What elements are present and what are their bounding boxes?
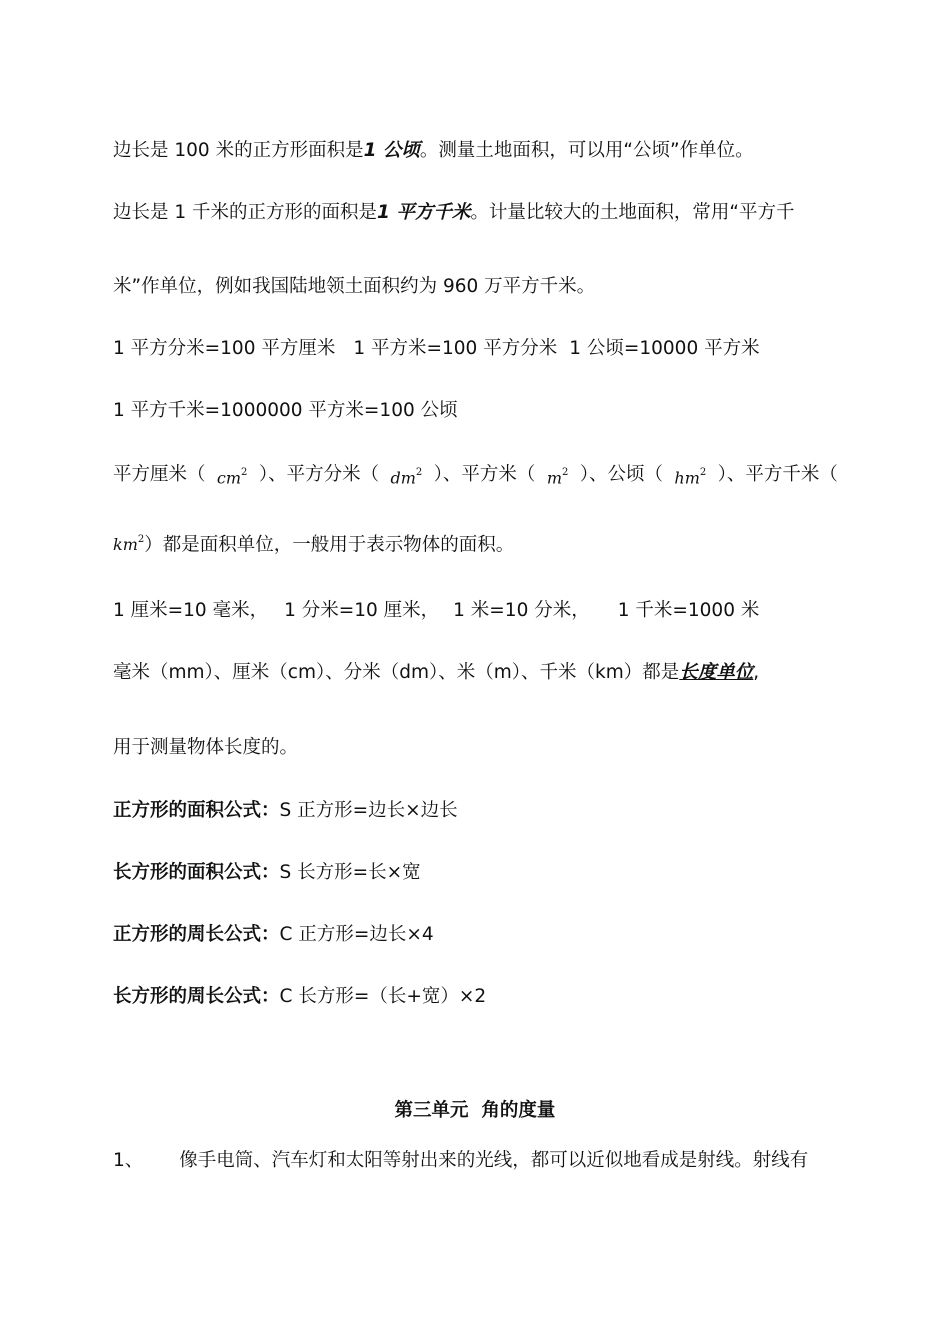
- text: 边长是 1 千米的正方形的面积是: [113, 202, 378, 223]
- text: 。计量比较大的土地面积，常用“平方千: [470, 202, 795, 223]
- text: 1 分米=10 厘米，: [284, 600, 440, 621]
- paragraph-square-km: [113, 200, 794, 226]
- list-text: 像手电筒、汽车灯和太阳等射出来的光线，都可以近似地看成是射线。射线有: [179, 1150, 809, 1171]
- text: 毫米（mm）、厘米（cm）、分米（dm）、米（m）、千米（km）都是: [113, 662, 680, 683]
- formula-text: C 长方形=（长+宽）×2: [279, 986, 487, 1007]
- paragraph-length-units-cont: 用于测量物体长度的。: [113, 737, 299, 758]
- text: 1 米=10 分米，: [453, 600, 590, 621]
- formula-rectangle-area: [113, 860, 421, 886]
- formula-rectangle-perimeter: [113, 984, 486, 1010]
- emphasis-length-unit: 长度单位: [679, 662, 754, 683]
- paragraph-area-units: [113, 462, 838, 491]
- text: 平方厘米（: [113, 464, 206, 485]
- text: 。测量土地面积，可以用“公顷”作单位。: [419, 140, 754, 161]
- text: 1 厘米=10 毫米，: [113, 600, 269, 621]
- paragraph-hectare: [113, 138, 754, 164]
- section-title: 第三单元 角的度量: [394, 1100, 556, 1121]
- formula-text: C 正方形=边长×4: [279, 924, 434, 945]
- unit-km2: $km^2$: [113, 534, 145, 555]
- text: 1 平方分米=100 平方厘米: [113, 338, 336, 359]
- paragraph-length-conversions: [113, 598, 759, 624]
- text: 边长是 100 米的正方形面积是: [113, 140, 364, 161]
- unit-cm2: $cm^2$: [216, 467, 248, 488]
- text: 1 公顷=10000 平方米: [569, 338, 760, 359]
- text: 1 平方米=100 平方分米: [353, 338, 558, 359]
- unit-m2: $m^2$: [546, 467, 569, 488]
- formula-text: S 长方形=长×宽: [279, 862, 421, 883]
- emphasis-hectare: 1 公顷: [363, 140, 420, 161]
- formula-text: S 正方形=边长×边长: [279, 800, 458, 821]
- text: ）、平方分米（: [258, 464, 380, 485]
- text: ）、平方千米（: [717, 464, 838, 485]
- text: ）都是面积单位，一般用于表示物体的面积。: [144, 534, 515, 556]
- formula-square-area: [113, 798, 458, 824]
- list-number: 1、: [113, 1150, 144, 1171]
- formula-square-perimeter: [113, 922, 434, 948]
- paragraph-conversions-2: 1 平方千米=1000000 平方米=100 公顷: [113, 400, 458, 421]
- emphasis-square-km: 1 平方千米: [377, 202, 471, 223]
- formula-label: 正方形的面积公式：: [113, 800, 280, 821]
- text: ,: [753, 662, 760, 683]
- formula-label: 长方形的周长公式：: [113, 986, 280, 1007]
- formula-label: 正方形的周长公式：: [113, 924, 280, 945]
- text: ）、平方米（: [433, 464, 536, 485]
- formula-label: 长方形的面积公式：: [113, 862, 280, 883]
- paragraph-conversions-1: [113, 336, 760, 362]
- unit-hm2: $hm^2$: [674, 467, 707, 488]
- text: ）、公顷（: [579, 464, 664, 485]
- unit-dm2: $dm^2$: [390, 467, 423, 488]
- paragraph-square-km-cont: 米”作单位，例如我国陆地领土面积约为 960 万平方千米。: [113, 276, 596, 297]
- paragraph-length-units: [113, 660, 759, 686]
- text: 1 千米=1000 米: [617, 600, 760, 621]
- list-item-1: [113, 1148, 808, 1174]
- paragraph-area-units-cont: [113, 529, 514, 558]
